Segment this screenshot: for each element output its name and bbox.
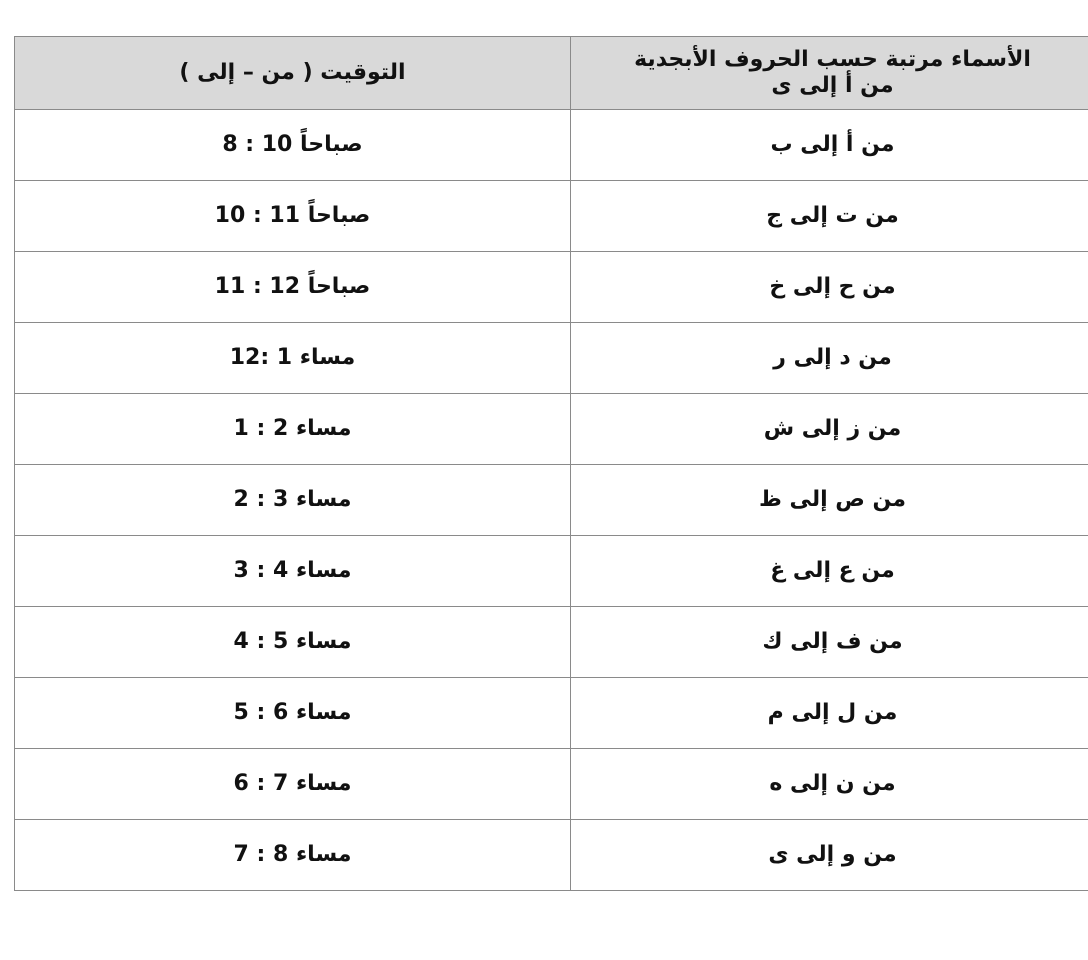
letters-cell: من ز إلى ش — [571, 394, 1088, 465]
letters-cell: من ف إلى ك — [571, 607, 1088, 678]
letters-cell: من ت إلى ج — [571, 181, 1088, 252]
time-value: 3 : 4 مساء — [233, 557, 352, 583]
time-value: 7 : 8 مساء — [233, 841, 352, 867]
time-cell — [15, 181, 571, 252]
time-cell — [15, 607, 571, 678]
time-cell — [15, 678, 571, 749]
time-value: 11 : 12 صباحاً — [214, 273, 371, 299]
table-row — [15, 323, 1088, 394]
table-row — [15, 607, 1088, 678]
table-row — [15, 749, 1088, 820]
letters-cell: من ل إلى م — [571, 678, 1088, 749]
time-value: 2 : 3 مساء — [233, 486, 352, 512]
time-cell — [15, 820, 571, 891]
letters-cell: من د إلى ر — [571, 323, 1088, 394]
table-row — [15, 465, 1088, 536]
table-row — [15, 110, 1088, 181]
table-row — [15, 678, 1088, 749]
time-cell — [15, 110, 571, 181]
time-cell — [15, 465, 571, 536]
letters-cell: من ع إلى غ — [571, 536, 1088, 607]
time-value: 6 : 7 مساء — [233, 770, 352, 796]
time-cell — [15, 323, 571, 394]
time-cell — [15, 252, 571, 323]
letters-cell: من أ إلى ب — [571, 110, 1088, 181]
time-value: 1 : 2 مساء — [233, 415, 352, 441]
table-row — [15, 252, 1088, 323]
table-row — [15, 394, 1088, 465]
time-cell — [15, 394, 571, 465]
names-header-line-2: من أ إلى ى — [771, 73, 894, 98]
time-value: 5 : 6 مساء — [233, 699, 352, 725]
letters-cell: من ص إلى ظ — [571, 465, 1088, 536]
letters-cell: من و إلى ى — [571, 820, 1088, 891]
table-row — [15, 820, 1088, 891]
names-header-line-1: الأسماء مرتبة حسب الحروف الأبجدية — [634, 46, 1031, 72]
time-column-header: التوقيت ( من – إلى ) — [15, 37, 571, 110]
schedule-table — [14, 36, 1088, 891]
time-value: 8 : 10 صباحاً — [222, 131, 363, 157]
time-cell — [15, 749, 571, 820]
letters-cell: من ح إلى خ — [571, 252, 1088, 323]
table-header-row — [15, 37, 1088, 110]
time-value: 10 : 11 صباحاً — [214, 202, 371, 228]
time-value: 12: 1 مساء — [229, 344, 356, 370]
time-cell — [15, 536, 571, 607]
letters-cell: من ن إلى ه — [571, 749, 1088, 820]
table-row — [15, 536, 1088, 607]
table-row — [15, 181, 1088, 252]
time-value: 4 : 5 مساء — [233, 628, 352, 654]
names-column-header — [571, 37, 1088, 110]
